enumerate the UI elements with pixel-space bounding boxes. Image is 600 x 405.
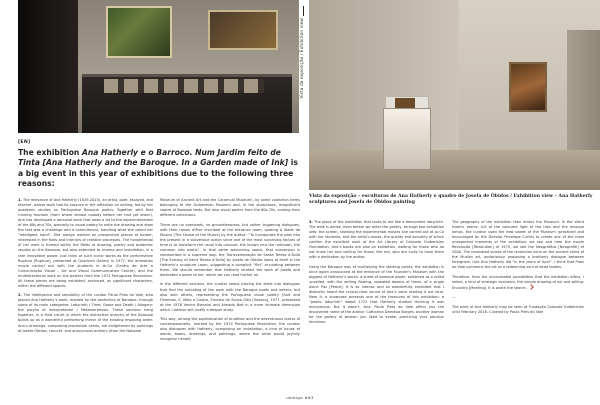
josefa-painting xyxy=(509,62,547,112)
framed-artwork xyxy=(106,6,172,58)
dark-wall-section xyxy=(18,0,80,133)
paragraph xyxy=(18,293,153,333)
paragraph-text: The place of the exhibition that looks to me like a benevolent labyrinth. The walk is dense, even before we enter the gallery, through two exhibition sets: the screen, showing the experimental movies she carried out at Ar.Co with her students, and the artist’s books, the quality and actuality of which confirm the excellent work of the Art Library of Calouste Gulbenkian Foundation. Ana’s books are also on exhibition, waiting for those who do not know her and smiling for those, like me, who are lucky to have them with a dedication by the author. xyxy=(309,220,444,260)
photo-caption-right xyxy=(309,194,599,205)
paragraph: This way, among the sophistication of erudition and the adventurous tracks of contemporaneity, marked by the 1974 Portuguese Revolution, the curator also dialogues with Hatherly, composing an installation, a kind of house of words, books, drawings, and paintings, where the artist would joyfully recognise herself. xyxy=(160,317,300,342)
text-column-1 xyxy=(18,198,153,338)
sculpture-object xyxy=(395,98,415,108)
headline-part-2: is a big event in this year of exhibitions due to the following three reasons: xyxy=(18,158,298,189)
text-column-2 xyxy=(160,198,300,347)
point-number: 3. xyxy=(309,220,313,224)
text-column-4 xyxy=(452,220,584,319)
paragraph: Using the Baroque way of multiplying the starting points, the exhibition is once again announced at the entrance of the Founder’s Museum with the biggest of Hatherly’s works: a sheet of baroque paper, exhibited as a rolled unveiled, with the writing flowing, repeated dozens of times, of a single word: Paz [Peace]. It is so intense and so wonderfully exhibited that I distinctly heard the crystal-clear sound of Ana’s voice reading it out loud. Near it, a showcase presents one of the treasures of this exhibition: a “poetic labyrinth” dated 1722 that Hatherly studied thinking it was anonymous. But it wasn’t, Ana. Paulo Pires do Vale offers you the discovered name of the author: Catharina Damásia Borges, another woman for the gallery of women you liked to evoke, practicing your peculiar feminism. xyxy=(309,264,444,325)
paragraph: The geography of the exhibition then enters the Museum. In the silent Islamic rooms, full of the coloured light of the tiles and the mosque lamps, the curator used the new sweet of the Museum (practiced and encouraged by the Director Penelope Curtis) to create one of the most unexpected moments of the exhibition: we see and hear the movie Revolução [Revolution] of 1975, we see the Neografitos [Neografiti] of 2000. The renovated voices of the revolution echo on the ancient shine of the Muslim art, audaciously proposing a brotherly dialogue between foreigners. Like Ana Hatherly did “in the years of April”. I think that Pires do Vale summons the art as a redeeming soul of dead bodies. xyxy=(452,220,584,270)
point-number: 2. xyxy=(18,293,22,298)
headline-exhibition-title: Ana Hatherly e o Barroco. Num Jardim feito de Tinta [Ana Hatherly and the Baroque. In a Garden made of Ink] xyxy=(18,148,289,168)
headline-part-1: The exhibition xyxy=(18,148,82,157)
photo-caption-left: Vista da exposição / Exhibition view xyxy=(300,18,305,99)
paragraph-text: The relevance of Ana Hatherly (1929-2015), an artist, poet, essayist, and teacher, whose work had its essence in the reflection on writing, fed by her academic studies on Portuguese Baroque poetry. Together with that running fountain (from where almost nobody before her had yet drank), Ana has developed a personal work that owes a lot to the experimentalism of the 60s and 70s, specially to visual poetry to write the drawing and draw the text was a challenge and a commitment, handling what she called her “Intelligent hand”. She always worked on prospective places of border, interested in the folds and interiors of creative processes. The fundamental of her work is framed within the fields of drawing, poetry and academic studies on the Baroque, but also extended to cinema and installation, in a rare innovative power. Just think of such iconic works as the performance Ruptura [Rupture], presented at Quadrum Gallery in 1977, the animation movie carried out with the students in Ar.Co (Centro de Arte e Comunicação Visual – Art and Visual Communication Centre), and the multidirectional work on the posters from the 1974 Portuguese Revolution. All these pieces are being exhibited, anchored, as significant characters, within the different spaces. xyxy=(18,198,154,288)
framed-artwork-secondary xyxy=(208,10,278,50)
paragraph xyxy=(309,220,444,260)
paragraph-text: Therefore, from the uncountable possibilities that the exhibition offers, I select, a kind of strategic evolution, the simple drawing of ink and willing: Encontro [Meeting]. It is worth the search. xyxy=(452,274,584,290)
caption-right-text: Vista da exposição – esculturas de Ana Hatherly e quadro de Josefa de Óbidos / Exhibition view – Ana Hatherly sculptures and Josefa de Óbidos painting xyxy=(309,194,593,205)
page-footer: umbigo #63 xyxy=(286,395,314,400)
paragraph xyxy=(452,275,584,291)
paragraph: In the different sections, the curator keeps placing the artist into dialogues that find the unfolding of the work with the Baroque poets and writers, but also with others, representing the Portuguese visual poetry (Salt and Fivemost, E. Melo e Castro, Ernesto de Sousa Góis [Sovaco], 1977, presented at the 1978 Venice Biennial and Almada Noé in a more intimate dimension which I believe will justify a deeper study. xyxy=(160,282,300,312)
exhibition-photo-right xyxy=(309,0,600,190)
exhibition-photo-left xyxy=(18,0,299,133)
end-of-article-icon xyxy=(528,284,534,290)
language-tag: [EN] xyxy=(18,140,31,145)
gallery-doorway xyxy=(567,30,600,150)
footnote: The work of Ana Hatherly may be seen at Fundação Calouste Gulbenkian until February 2018. Curated by Paulo Pires do Vale xyxy=(452,304,584,314)
paragraph: There are no overloads, no groundlessness, but rather triggering dialogues, with their raison d’être inscribed at the entrance room, quoting A Idade da Musica [The House of the Muses] by the author: “To incorporate the past into the present in a subversive action since one of the most surprising factors of time is to transform the usual into unusual, the known into the unknown, the common into exotic”. In that same welcoming space, that subversion is represented in a supreme way: the Transverberação de Santa Teresa d’Ávila [The Ecstasy of Saint Teresa d’Ávila] by Josefa de Óbidos looks at itself in the Hatherly’s sculpture Loom, suggesting a complicit “flirt” circulating between them. We should remember that Hatherly studied the work of Josefa and dedicated a poem to her, which we can read further on. xyxy=(160,222,300,278)
paragraph: Museum of Ancient Art and the Caramulo Museum), by some collection items belonging to the Gulbenkian Museum and, in the showcases, magnificent copies of Baroque texts. But also visual poetry from the 60s-70s, coming from different collections. xyxy=(160,198,300,218)
paragraph-text: The intelligence and sensibility of the curator Paulo Pires do Vale, who placed Ana Hatherly’s work, marked by the aesthetics of Baroque, through some of its main categories: Labyrinth / Time; Game and Death / Allegory: the playful of interpretation / Metamorphosis. These sections hang together, in a fluid circuit in which the distinctive anarchy of the Baroque builds up as a wonderful performing mirror of the existing imposing order. Ana’s drawings, composing procedural series, are enlightened by paintings of Josefa Óbidos, Lancret, and anonymous authors (from the National xyxy=(18,293,153,333)
vitrine-objects xyxy=(104,79,264,93)
footnote-rule-text: — xyxy=(452,295,456,300)
caption-rule xyxy=(303,6,304,16)
gallery-floor xyxy=(309,150,600,190)
paragraph xyxy=(18,198,153,289)
point-number: 1. xyxy=(18,198,22,202)
article-headline xyxy=(18,148,304,190)
sculpture-pedestal xyxy=(383,108,431,170)
text-column-3 xyxy=(309,220,444,330)
